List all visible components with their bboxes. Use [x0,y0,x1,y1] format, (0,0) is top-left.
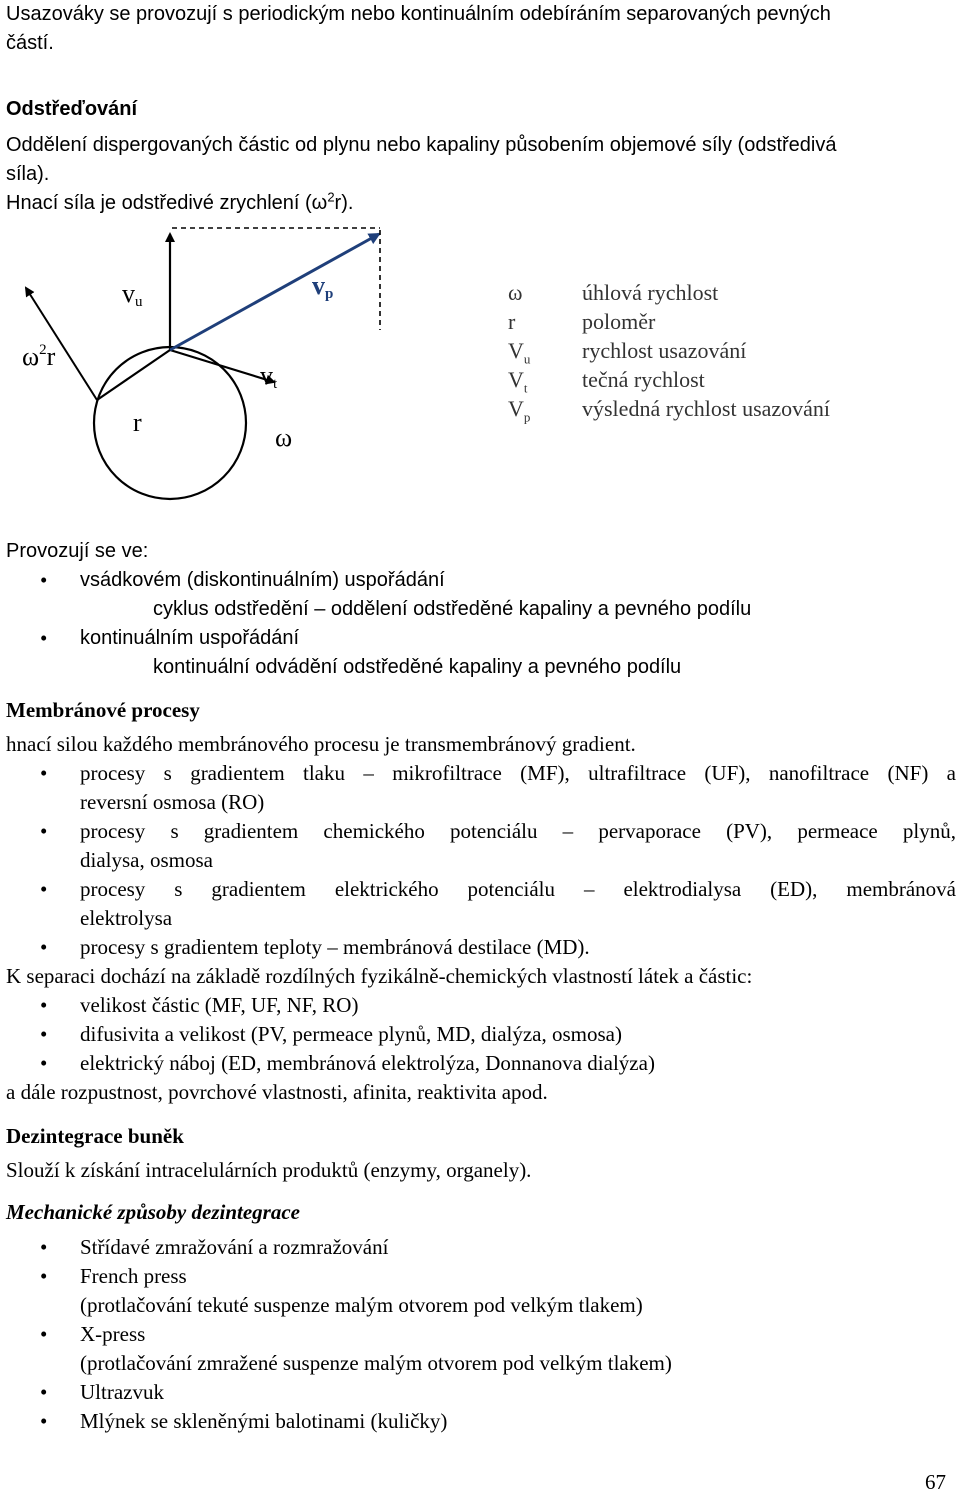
bullet-dot: • [40,1264,48,1288]
intro-line-1: Usazováky se provozují s periodickým nebo kontinuálním odebíráním separovaných pevných [6,3,831,25]
separation-property: difusivita a velikost (PV, permeace plynů, MD, dialýza, osmosa) [80,1022,623,1046]
disintegration-heading: Dezintegrace buněk [6,1124,184,1148]
legend-symbol: $V_p$ [508,396,531,425]
method-item-note: (protlačování zmražené suspenze malým otvorem pod velkým tlakem) [80,1351,672,1375]
legend-description: úhlová rychlost [582,280,719,305]
operation-item-label: vsádkovém (diskontinuálním) uspořádání [80,569,445,591]
legend-description: poloměr [582,309,656,334]
membrane-closing: a dále rozpustnost, povrchové vlastnosti, afinita, reaktivita apod. [6,1080,548,1104]
method-item-label: Ultrazvuk [80,1380,164,1404]
membrane-item-line-2: reversní osmosa (RO) [80,790,265,814]
bullet-dot: • [40,935,48,959]
operation-item-label: kontinuálním uspořádání [80,627,300,649]
membrane-item-line-2: dialysa, osmosa [80,848,213,872]
driving-force-sup: 2 [327,189,335,205]
label-vt: vt [260,361,278,392]
driving-force-line [6,189,353,218]
bullet-dot: • [40,626,48,650]
label-omega: ω [275,423,293,452]
legend-symbol: $V_t$ [508,367,528,396]
bullet-dot: • [40,1051,48,1075]
bullet-dot: • [40,877,48,901]
driving-force-prefix: Hnací síla je odstředivé zrychlení (ω [6,192,328,214]
legend-symbol: ω [508,280,523,305]
membrane-item-line-1: procesy s gradientem teploty – membránová destilace (MD). [80,935,590,959]
membrane-item-line-1: procesy s gradientem elektrického potenciálu – elektrodialysa (ED), membránová [80,877,956,901]
bullet-dot: • [40,993,48,1017]
centrifugation-heading: Odstřeďování [6,98,138,120]
label-vu: vu [122,279,143,310]
intro-line-2: částí. [6,32,54,54]
method-item-label: French press [80,1264,187,1288]
legend-symbol: $V_u$ [508,338,531,367]
bullet-dot: • [40,1235,48,1259]
membrane-item-line-1: procesy s gradientem chemického potenciálu – pervaporace (PV), permeace plynů, [80,819,956,843]
separation-property: elektrický náboj (ED, membránová elektrolýza, Donnanova dialýza) [80,1051,655,1075]
separation-property: velikost částic (MF, UF, NF, RO) [80,993,359,1017]
method-item-label: Střídavé zmražování a rozmražování [80,1235,389,1259]
membrane-intro: hnací silou každého membránového procesu je transmembránový gradient. [6,732,636,756]
centrifugation-line-1: Oddělení dispergovaných částic od plynu nebo kapaliny působením objemové síly (odstředivá [6,134,837,156]
membrane-heading: Membránové procesy [6,698,200,722]
bullet-dot: • [40,1409,48,1433]
centrifugal-velocity-diagram [0,222,460,512]
mechanical-methods-subheading: Mechanické způsoby dezintegrace [6,1200,300,1224]
bullet-dot: • [40,568,48,592]
operation-item-detail: kontinuální odvádění odstředěné kapaliny a pevného podílu [153,656,682,678]
method-item-label: Mlýnek se skleněnými balotinami (kuličky) [80,1409,448,1433]
bullet-dot: • [40,1380,48,1404]
driving-force-suffix: r). [334,192,354,214]
disintegration-intro: Slouží k získání intracelulárních produktů (enzymy, organely). [6,1158,532,1182]
bullet-dot: • [40,819,48,843]
bullet-dot: • [40,1022,48,1046]
membrane-item-line-1: procesy s gradientem tlaku – mikrofiltrace (MF), ultrafiltrace (UF), nanofiltrace (NF) a [80,761,956,785]
separation-intro: K separaci dochází na základě rozdílných fyzikálně-chemických vlastností látek a částic: [6,964,753,988]
legend-symbol: r [508,309,516,334]
label-vp: vp [312,271,334,302]
tangential-velocity-arrow [170,350,274,382]
label-omega2r: $\omega^2r$ [22,342,56,371]
bullet-dot: • [40,1322,48,1346]
method-item-label: X-press [80,1322,146,1346]
legend-description: výsledná rychlost usazování [582,396,831,421]
page-number: 67 [925,1470,946,1494]
rotation-circle [94,347,246,499]
label-r: r [133,408,142,437]
membrane-item-line-2: elektrolysa [80,906,173,930]
bullet-dot: • [40,761,48,785]
resultant-velocity-arrow [170,234,379,350]
centrifugation-line-2: síla). [6,163,50,185]
legend-description: rychlost usazování [582,338,747,363]
legend-description: tečná rychlost [582,367,705,392]
operation-item-detail: cyklus odstředění – oddělení odstředěné kapaliny a pevného podílu [153,598,752,620]
method-item-note: (protlačování tekuté suspenze malým otvorem pod velkým tlakem) [80,1293,643,1317]
operation-intro: Provozují se ve: [6,540,149,562]
